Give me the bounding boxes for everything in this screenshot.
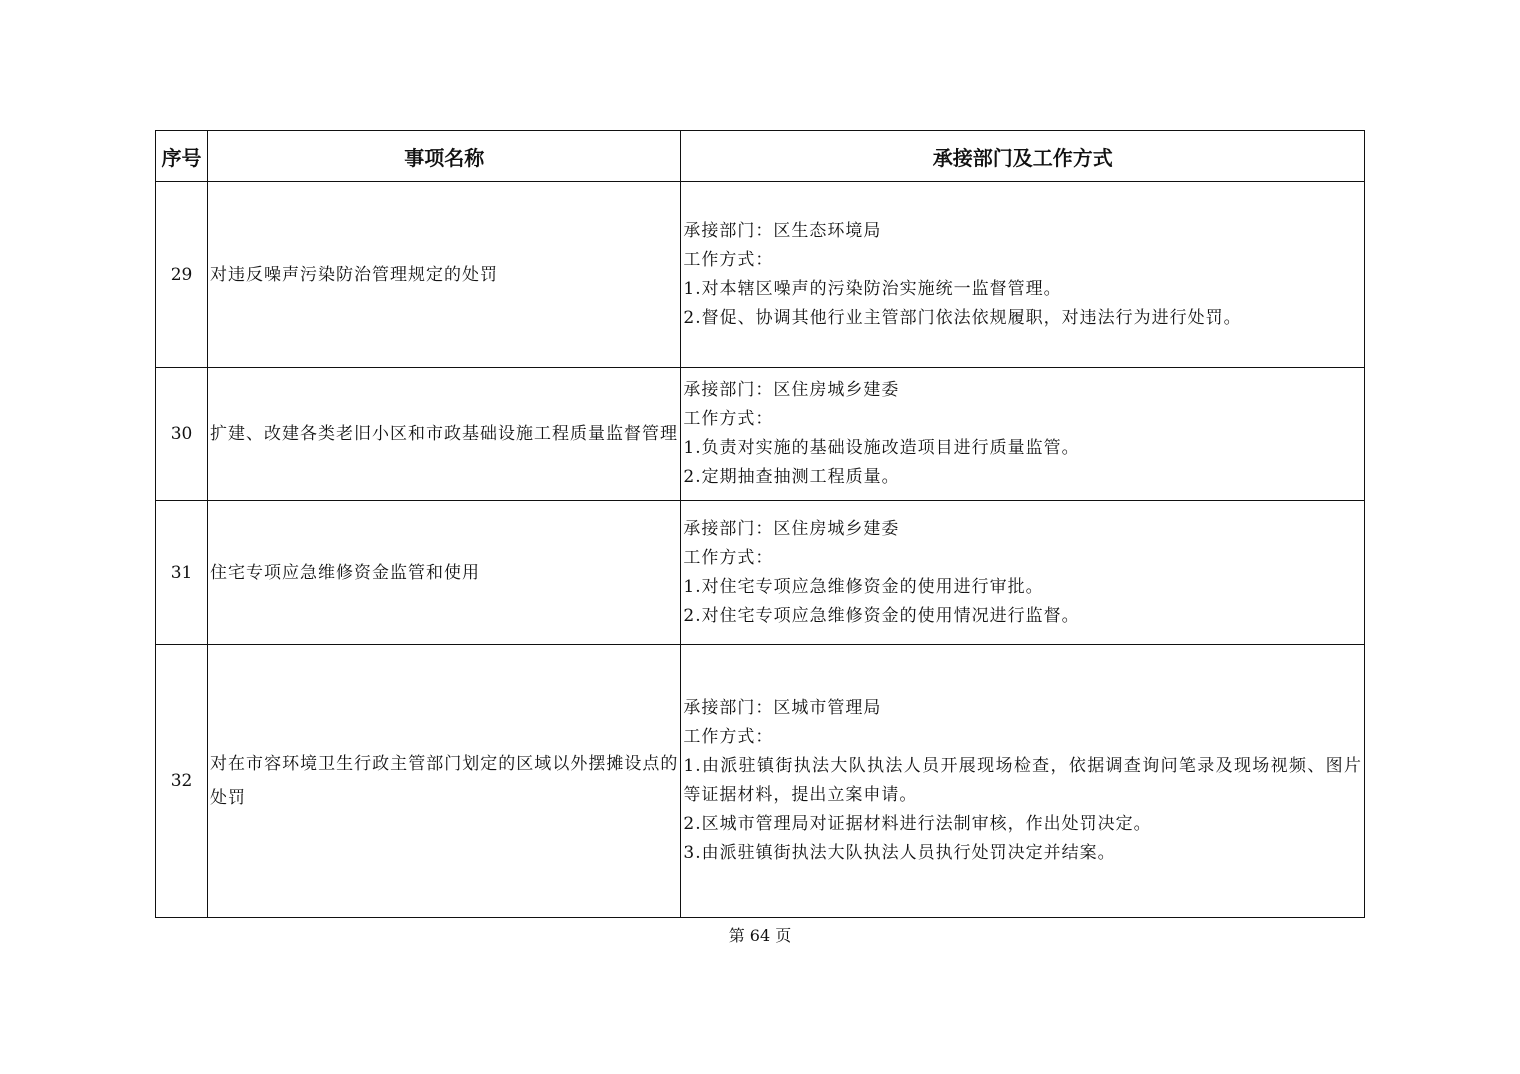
dept-line: 2.定期抽查抽测工程质量。 (683, 467, 900, 487)
table-row (156, 501, 1365, 645)
table-row (156, 182, 1365, 368)
row-department-method (681, 645, 1365, 918)
dept-line: 1.对本辖区噪声的污染防治实施统一监督管理。 (683, 278, 1062, 299)
row-department-method (681, 501, 1365, 645)
row-item-name: 对违反噪声污染防治管理规定的处罚 (208, 182, 681, 368)
header-serial-number: 序号 (156, 131, 208, 182)
dept-line: 工作方式： (683, 727, 774, 747)
dept-line: 1.由派驻镇街执法大队执法人员开展现场检查，依据调查询问笔录及现场视频、图片等证据材料，提出立案申请。 (683, 756, 1362, 805)
dept-line: 工作方式： (683, 547, 774, 568)
row-number: 29 (156, 182, 208, 368)
dept-line: 2.区城市管理局对证据材料进行法制审核，作出处罚决定。 (683, 814, 1152, 834)
row-item-name: 对在市容环境卫生行政主管部门划定的区域以外摆摊设点的处罚 (208, 645, 681, 918)
dept-line: 工作方式： (683, 249, 774, 270)
dept-line: 承接部门：区住房城乡建委 (683, 380, 900, 400)
row-number: 30 (156, 368, 208, 501)
matters-table (155, 130, 1365, 918)
page-number: 第 64 页 (728, 926, 792, 945)
row-item-name: 扩建、改建各类老旧小区和市政基础设施工程质量监督管理 (208, 368, 681, 501)
row-department-method (681, 368, 1365, 501)
dept-line: 承接部门：区住房城乡建委 (683, 518, 900, 539)
dept-line: 承接部门：区生态环境局 (683, 220, 882, 241)
dept-line: 2.对住宅专项应急维修资金的使用情况进行监督。 (683, 605, 1080, 626)
table-header-row (156, 131, 1365, 182)
header-item-name: 事项名称 (208, 131, 681, 182)
table-row (156, 645, 1365, 918)
table-row (156, 368, 1365, 501)
row-number: 31 (156, 501, 208, 645)
dept-line: 工作方式： (683, 409, 774, 429)
row-department-method (681, 182, 1365, 368)
dept-line: 2.督促、协调其他行业主管部门依法依规履职，对违法行为进行处罚。 (683, 307, 1242, 328)
dept-line: 1.负责对实施的基础设施改造项目进行质量监管。 (683, 438, 1080, 458)
dept-line: 3.由派驻镇街执法大队执法人员执行处罚决定并结案。 (683, 843, 1116, 863)
row-number: 32 (156, 645, 208, 918)
row-item-name: 住宅专项应急维修资金监管和使用 (208, 501, 681, 645)
dept-line: 1.对住宅专项应急维修资金的使用进行审批。 (683, 576, 1044, 597)
header-department-method: 承接部门及工作方式 (681, 131, 1365, 182)
dept-line: 承接部门：区城市管理局 (683, 698, 882, 718)
